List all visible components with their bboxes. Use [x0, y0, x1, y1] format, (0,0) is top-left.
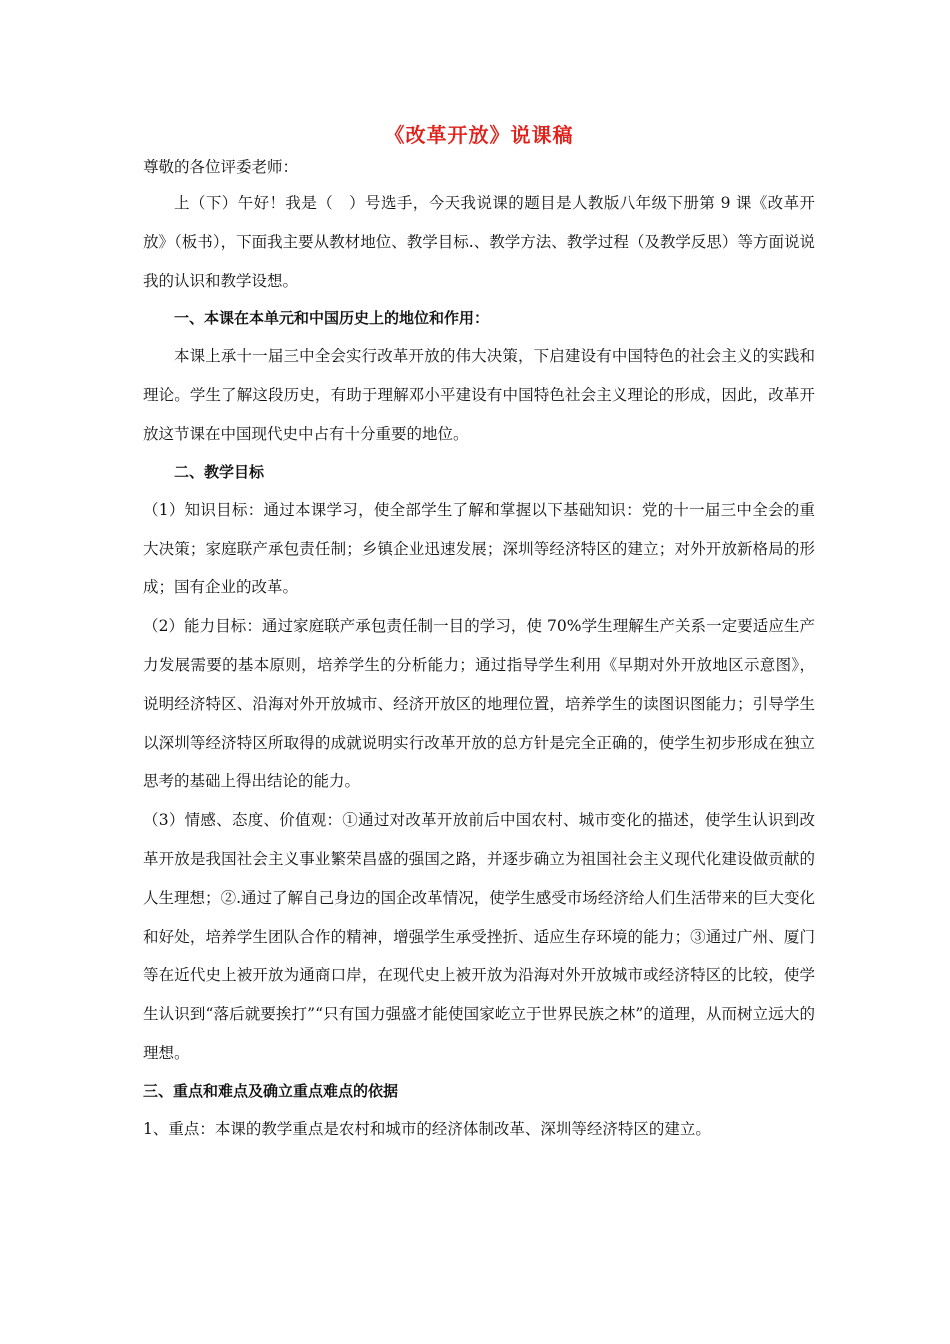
document-page — [143, 120, 815, 1149]
document-title: 《改革开放》说课稿 — [384, 123, 574, 147]
section-1-paragraph: 本课上承十一届三中全会实行改革开放的伟大决策，下启建设有中国特色的社会主义的实践和理论。学生了解这段历史，有助于理解邓小平建设有中国特色社会主义理论的形成，因此，改革开放这节课在中国现代史中占有十分重要的地位。 — [143, 347, 815, 443]
goal-knowledge: （1）知识目标：通过本课学习，使全部学生了解和掌握以下基础知识：党的十一届三中全会的重大决策；家庭联产承包责任制；乡镇企业迅速发展；深圳等经济特区的建立；对外开放新格局的形成；国有企业的改革。 — [143, 500, 815, 597]
section-2-heading: 二、教学目标 — [174, 462, 265, 481]
goal-ability: （2）能力目标：通过家庭联产承包责任制一目的学习，使 70%学生理解生产关系一定要适应生产力发展需要的基本原则，培养学生的分析能力；通过指导学生利用《早期对外开放地区示意图》，说明经济特区、沿海对外开放城市、经济开放区的地理位置，培养学生的读图识图能力；引导学生以深圳等经济特区所取得的成就说明实行改革开放的总方针是完全正确的，使学生初步形成在独立思考的基础上得出结论的能力。 — [143, 617, 815, 791]
section-1-heading: 一、本课在本单元和中国历史上的地位和作用： — [174, 309, 490, 328]
salutation: 尊敬的各位评委老师： — [143, 158, 299, 176]
section-3-heading: 三、重点和难点及确立重点难点的依据 — [143, 1081, 399, 1100]
key-point-paragraph: 1、重点：本课的教学重点是农村和城市的经济体制改革、深圳等经济特区的建立。 — [143, 1119, 711, 1138]
goal-emotion: （3）情感、态度、价值观：①通过对改革开放前后中国农村、城市变化的描述，使学生认识到改革开放是我国社会主义事业繁荣昌盛的强国之路，并逐步确立为祖国社会主义现代化建设做贡献的人生理想；②.通过了解自己身边的国企改革情况，使学生感受市场经济给人们生活带来的巨大变化和好处，培养学生团队合作的精神，增强学生承受挫折、适应生存环境的能力；③通过广州、厦门等在近代史上被开放为通商口岸，在现代史上被开放为沿海对外开放城市或经济特区的比较，使学生认识到“落后就要挨打”“只有国力强盛才能使国家屹立于世界民族之林”的道理，从而树立远大的理想。 — [143, 811, 815, 1062]
intro-paragraph: 上（下）午好！我是（ ）号选手，今天我说课的题目是人教版八年级下册第 9 课《改革开放》（板书），下面我主要从教材地位、教学目标.、教学方法、教学过程（及教学反思）等方面说说我的认识和教学设想。 — [143, 194, 815, 290]
